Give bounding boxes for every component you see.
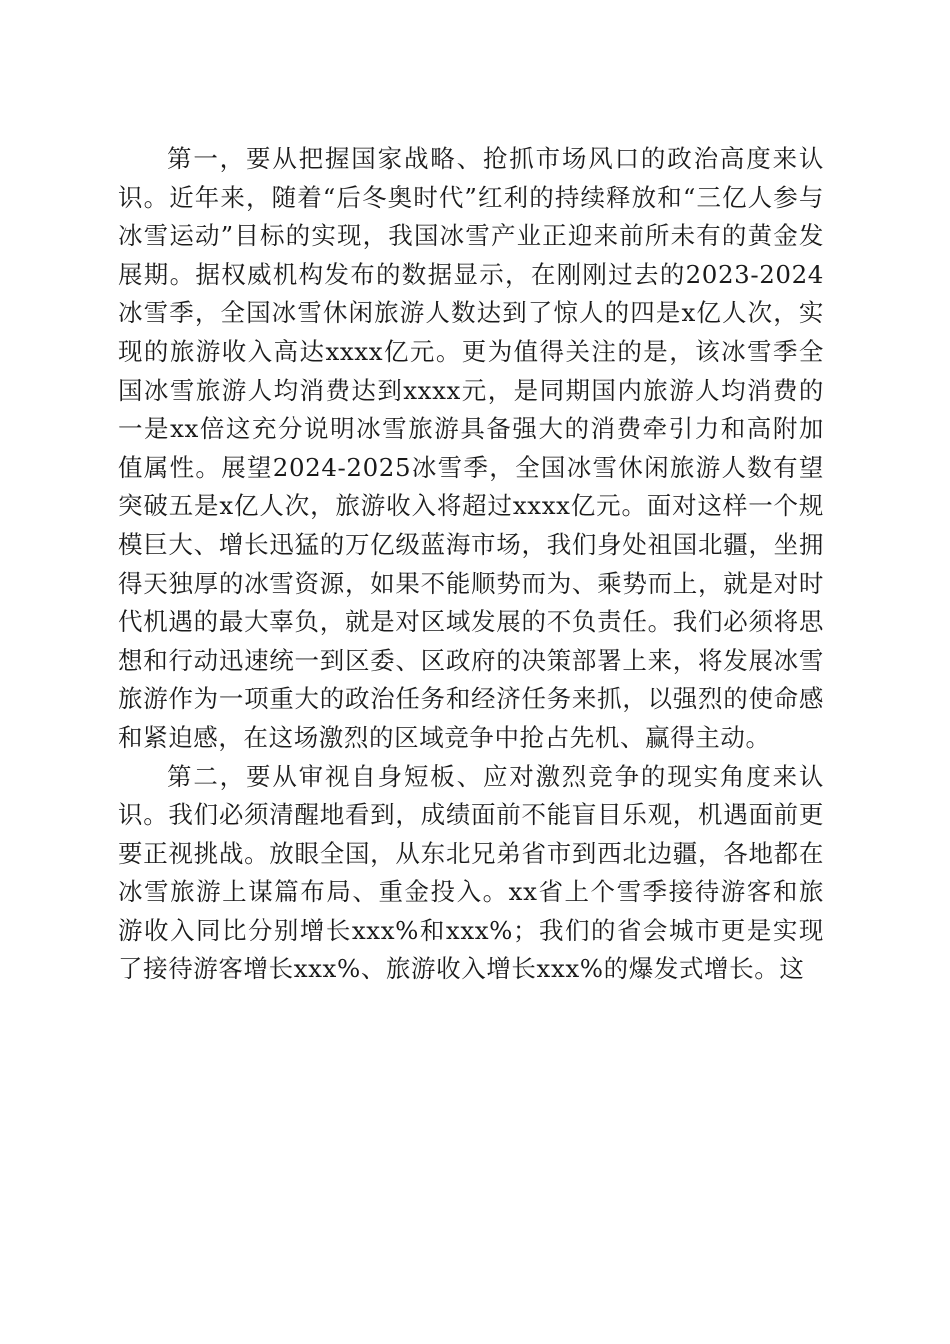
paragraph-second: 第二，要从审视自身短板、应对激烈竞争的现实角度来认识。我们必须清醒地看到，成绩面前不能盲目乐观，机遇面前更要正视挑战。放眼全国，从东北兄弟省市到西北边疆，各地都在冰雪旅游上谋篇布局、重金投入。xx省上个雪季接待游客和旅游收入同比分别增长xxx%和xxx%；我们的省会城市更是实现了接待游客增长xxx%、旅游收入增长xxx%的爆发式增长。这 xyxy=(118,761,824,984)
paragraph-first: 第一，要从把握国家战略、抢抓市场风口的政治高度来认识。近年来，随着“后冬奥时代”红利的持续释放和“三亿人参与冰雪运动”目标的实现，我国冰雪产业正迎来前所未有的黄金发展期。据权威机构发布的数据显示，在刚刚过去的2023-2024冰雪季，全国冰雪休闲旅游人数达到了惊人的四是x亿人次，实现的旅游收入高达xxxx亿元。更为值得关注的是，该冰雪季全国冰雪旅游人均消费达到xxxx元，是同期国内旅游人均消费的一是xx倍这充分说明冰雪旅游具备强大的消费牵引力和高附加值属性。展望2024-2025冰雪季，全国冰雪休闲旅游人数有望突破五是x亿人次，旅游收入将超过xxxx亿元。面对这样一个规模巨大、增长迅猛的万亿级蓝海市场，我们身处祖国北疆，坐拥得天独厚的冰雪资源，如果不能顺势而为、乘势而上，就是对时代机遇的最大辜负，就是对区域发展的不负责任。我们必须将思想和行动迅速统一到区委、区政府的决策部署上来，将发展冰雪旅游作为一项重大的政治任务和经济任务来抓，以强烈的使命感和紧迫感，在这场激烈的区域竞争中抢占先机、赢得主动。 xyxy=(118,144,824,752)
document-body xyxy=(118,140,824,989)
